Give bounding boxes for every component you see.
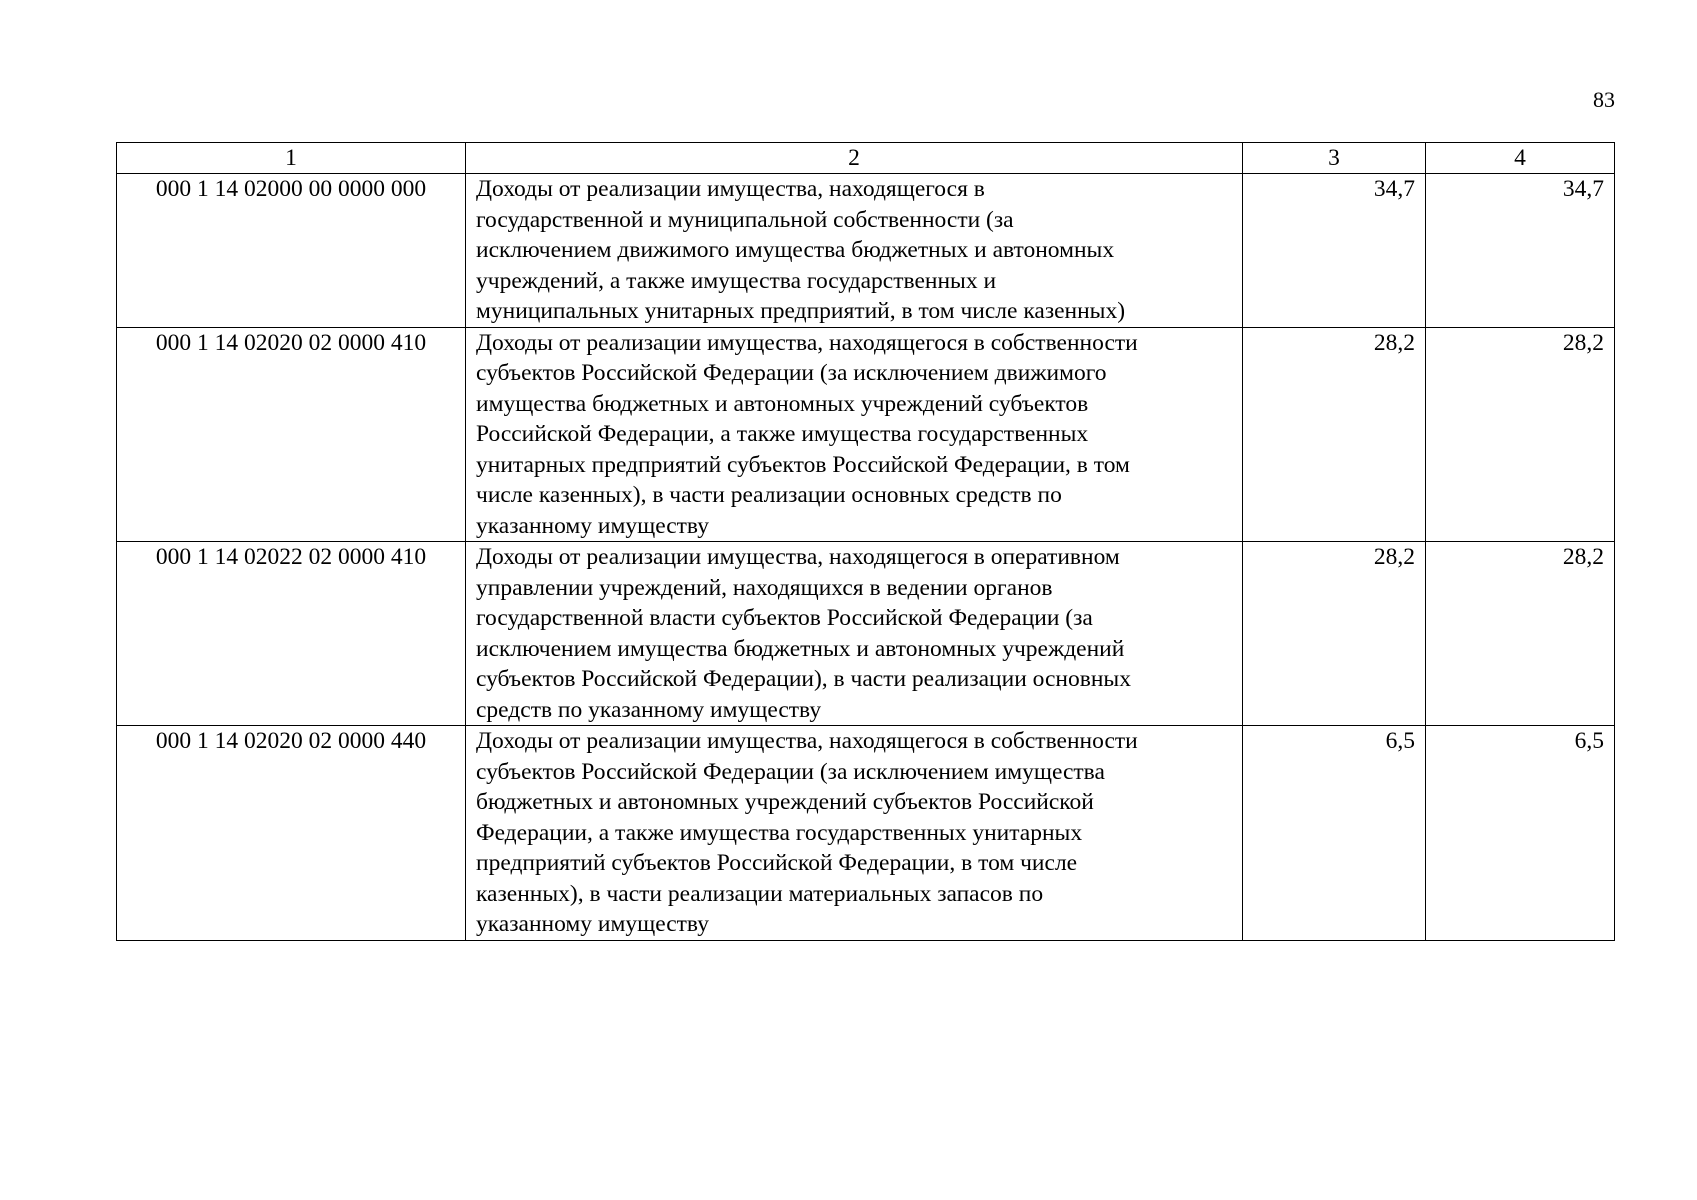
row-code: 000 1 14 02020 02 0000 440 (117, 726, 466, 941)
description-line: управлении учреждений, находящихся в ведении органов (476, 574, 1053, 601)
description-line: субъектов Российской Федерации (за исключением движимого (476, 360, 1107, 386)
column-header-1: 1 (117, 143, 466, 174)
row-value-col3: 6,5 (1243, 726, 1426, 941)
row-code: 000 1 14 02000 00 0000 000 (117, 174, 466, 328)
column-header-3: 3 (1243, 143, 1426, 174)
budget-table (116, 142, 1615, 941)
row-description (466, 174, 1243, 328)
description-line: исключением имущества бюджетных и автономных учреждений (476, 635, 1125, 662)
description-line: муниципальных унитарных предприятий, в том числе казенных) (476, 298, 1126, 324)
description-line: указанному имуществу (476, 911, 709, 937)
row-value-col4: 6,5 (1426, 726, 1615, 941)
row-value-col3: 28,2 (1243, 542, 1426, 726)
row-description (466, 542, 1243, 726)
column-header-2: 2 (466, 143, 1243, 174)
table-row (117, 542, 1615, 726)
row-value-col3: 28,2 (1243, 327, 1426, 542)
row-value-col3: 34,7 (1243, 174, 1426, 328)
description-line: Доходы от реализации имущества, находящегося в собственности (476, 728, 1138, 754)
table-row (117, 726, 1615, 941)
column-header-4: 4 (1426, 143, 1615, 174)
description-line: имущества бюджетных и автономных учреждений субъектов (476, 390, 1089, 417)
description-line: унитарных предприятий субъектов Российской Федерации, в том (476, 451, 1130, 478)
row-value-col4: 34,7 (1426, 174, 1615, 328)
description-line: субъектов Российской Федерации), в части реализации основных (476, 666, 1131, 692)
description-line: указанному имуществу (476, 512, 709, 539)
description-line: числе казенных), в части реализации основных средств по (476, 482, 1062, 508)
description-line: Федерации, а также имущества государственных унитарных (476, 819, 1083, 846)
description-line: казенных), в части реализации материальных запасов по (476, 880, 1044, 907)
row-code: 000 1 14 02022 02 0000 410 (117, 542, 466, 726)
row-description (466, 327, 1243, 542)
description-line: Доходы от реализации имущества, находящегося в оперативном (476, 544, 1120, 570)
table-header-row (117, 143, 1615, 174)
description-line: Доходы от реализации имущества, находящегося в (476, 176, 985, 202)
row-description (466, 726, 1243, 941)
description-line: государственной власти субъектов Российской Федерации (за (476, 605, 1093, 631)
description-line: Российской Федерации, а также имущества государственных (476, 421, 1089, 447)
description-line: Доходы от реализации имущества, находящегося в собственности (476, 329, 1138, 356)
page-number: 83 (1593, 87, 1615, 112)
row-value-col4: 28,2 (1426, 327, 1615, 542)
description-line: средств по указанному имуществу (476, 696, 822, 723)
table-row (117, 327, 1615, 542)
description-line: государственной и муниципальной собственности (за (476, 206, 1014, 233)
description-line: субъектов Российской Федерации (за исключением имущества (476, 758, 1105, 785)
description-line: учреждений, а также имущества государственных и (476, 267, 997, 294)
row-value-col4: 28,2 (1426, 542, 1615, 726)
row-code: 000 1 14 02020 02 0000 410 (117, 327, 466, 542)
description-line: исключением движимого имущества бюджетных и автономных (476, 237, 1115, 263)
description-line: бюджетных и автономных учреждений субъектов Российской (476, 789, 1094, 815)
description-line: предприятий субъектов Российской Федерации, в том числе (476, 850, 1078, 876)
table-row (117, 174, 1615, 328)
